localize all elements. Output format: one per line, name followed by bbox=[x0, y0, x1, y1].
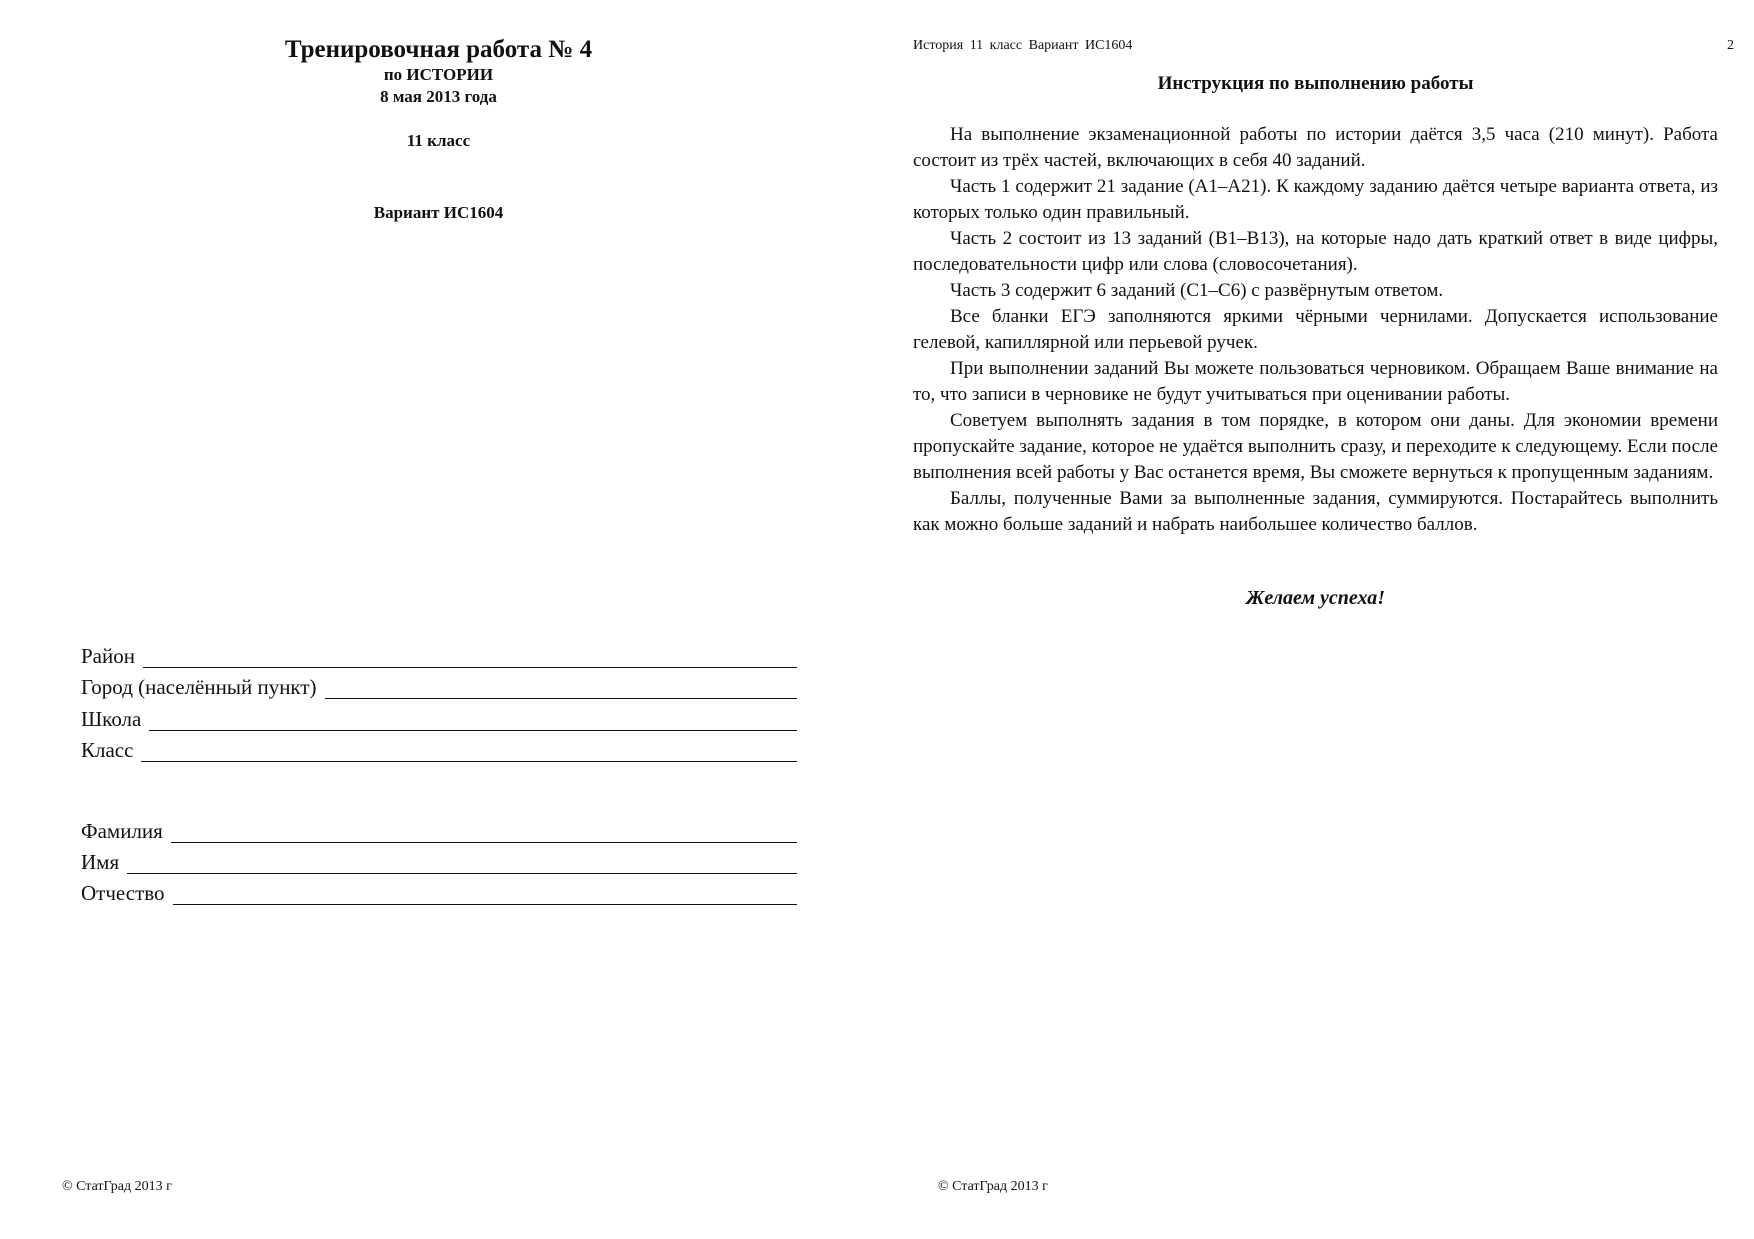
instructions-paragraph: Часть 3 содержит 6 заданий (С1–С6) с развёрнутым ответом. bbox=[950, 280, 1444, 301]
field-patronymic bbox=[81, 877, 797, 905]
instructions-paragraph: На выполнение экзаменационной работы по истории даётся 3,5 часа (210 минут). Работа состоит из трёх частей, включающих в себя 40 заданий. bbox=[913, 124, 1718, 171]
closing-wish: Желаем успеха! bbox=[1245, 587, 1386, 609]
running-head: История 11 класс Вариант ИС1604 bbox=[913, 38, 1133, 53]
surname-input[interactable] bbox=[171, 814, 797, 843]
document-variant: Вариант ИС1604 bbox=[373, 203, 504, 222]
instructions-page bbox=[877, 0, 1754, 1239]
instructions-paragraph: При выполнении заданий Вы можете пользоваться черновиком. Обращаем Ваше внимание на то, что записи в черновике не будут учитываться при оценивании работы. bbox=[913, 358, 1718, 405]
instructions-body bbox=[913, 122, 1718, 538]
school-input[interactable] bbox=[149, 702, 797, 731]
instructions-paragraph: Советуем выполнять задания в том порядке, в котором они даны. Для экономии времени пропускайте задание, которое не удаётся выполнить сразу, и переходите к следующему. Если после выполнения всей работы у Вас останется время, Вы сможете вернуться к пропущенным заданиям. bbox=[913, 410, 1718, 483]
instructions-paragraph: Все бланки ЕГЭ заполняются яркими чёрными чернилами. Допускается использование гелевой, капиллярной или перьевой ручек. bbox=[913, 306, 1718, 353]
field-district bbox=[81, 640, 797, 668]
city-input[interactable] bbox=[325, 670, 797, 699]
field-school bbox=[81, 703, 797, 731]
field-class-label: Класс bbox=[81, 738, 134, 762]
instructions-paragraph: Часть 1 содержит 21 задание (А1–А21). К каждому заданию даётся четыре варианта ответа, из которых только один правильный. bbox=[913, 176, 1718, 223]
field-name bbox=[81, 846, 797, 874]
name-input[interactable] bbox=[127, 845, 797, 874]
field-patronymic-label: Отчество bbox=[81, 881, 165, 905]
copyright-right: © СтатГрад 2013 г bbox=[938, 1179, 1048, 1194]
document-grade: 11 класс bbox=[406, 131, 471, 150]
instructions-paragraph: Часть 2 состоит из 13 заданий (В1–В13), на которые надо дать краткий ответ в виде цифры, последовательности цифр или слова (словосочетания). bbox=[913, 228, 1718, 275]
district-input[interactable] bbox=[143, 639, 797, 668]
field-name-label: Имя bbox=[81, 850, 120, 874]
class-input[interactable] bbox=[141, 733, 797, 762]
field-city-label: Город (населённый пункт) bbox=[81, 675, 317, 699]
field-school-label: Школа bbox=[81, 707, 142, 731]
field-district-label: Район bbox=[81, 644, 135, 668]
copyright-left: © СтатГрад 2013 г bbox=[62, 1179, 172, 1194]
document-title: Тренировочная работа № 4 bbox=[284, 36, 593, 63]
field-city bbox=[81, 671, 797, 699]
field-class bbox=[81, 734, 797, 762]
page-number: 2 bbox=[1727, 38, 1734, 53]
instructions-paragraph: Баллы, полученные Вами за выполненные задания, суммируются. Постарайтесь выполнить как можно больше заданий и набрать наибольшее количество баллов. bbox=[913, 488, 1718, 535]
document-subject: по ИСТОРИИ bbox=[383, 65, 494, 84]
field-surname-label: Фамилия bbox=[81, 819, 163, 843]
instructions-title: Инструкция по выполнению работы bbox=[1157, 73, 1474, 94]
patronymic-input[interactable] bbox=[173, 876, 797, 905]
document-date: 8 мая 2013 года bbox=[380, 87, 497, 106]
field-surname bbox=[81, 815, 797, 843]
